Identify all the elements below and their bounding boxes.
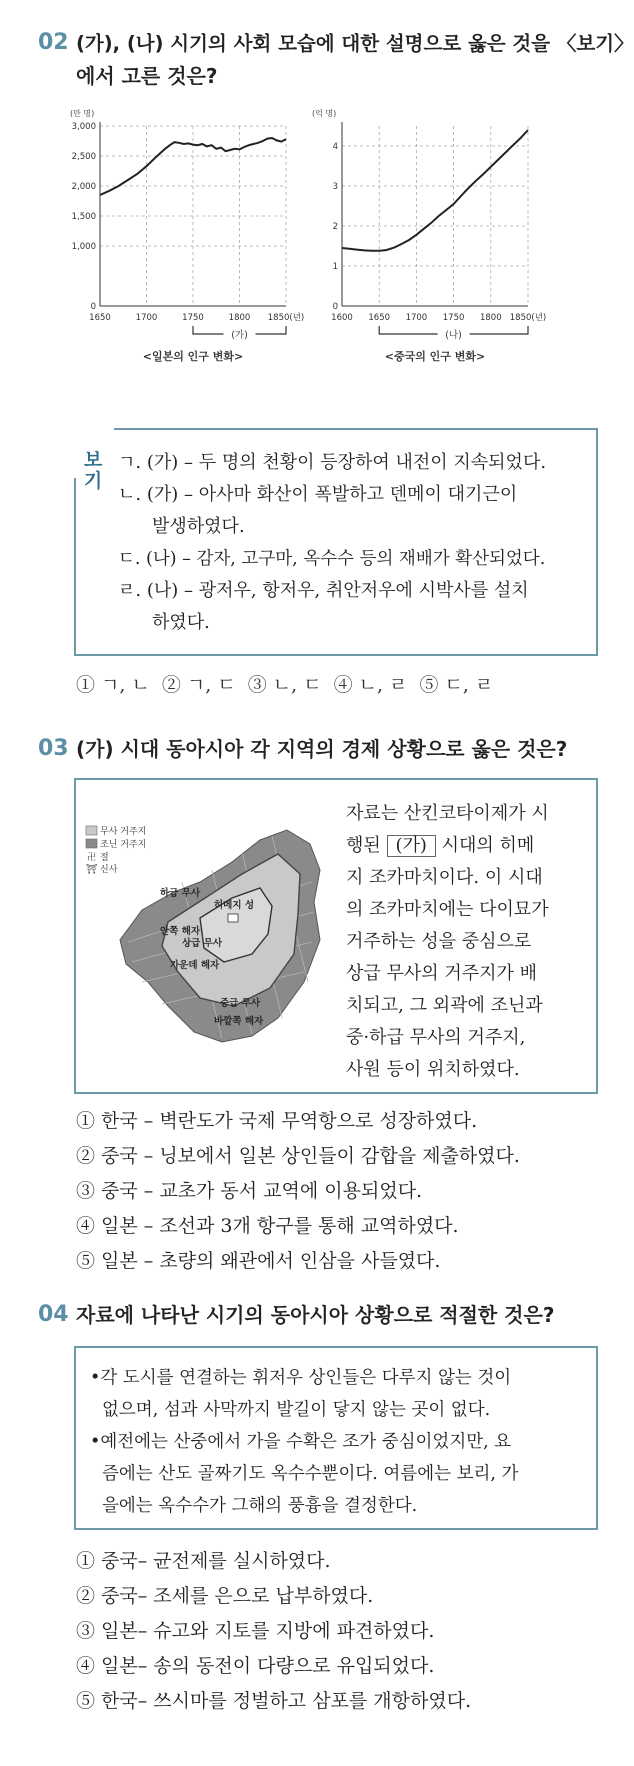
- q04-bullet-2-line-3: 을에는 옥수수가 그해의 풍흉을 결정한다.: [102, 1496, 418, 1516]
- japan-x-tick-label: 1750: [182, 313, 204, 323]
- bogi-item-a-text: (가) – 두 명의 천황이 등장하여 내전이 지속되었다.: [146, 452, 547, 473]
- q03-para-line-1: 자료는 산킨코타이제가 시: [346, 803, 549, 824]
- q02-option-4[interactable]: ④ ㄴ, ㄹ: [333, 674, 408, 696]
- bogi-box: [74, 428, 598, 656]
- bogi-label-2: 기: [83, 470, 103, 492]
- q04-choice-2[interactable]: ② 중국– 조세를 은으로 납부하였다.: [76, 1585, 374, 1607]
- q03-era-blank-box: (가): [387, 835, 436, 857]
- china-population-svg: [312, 109, 607, 408]
- legend-samurai-swatch: [86, 826, 97, 835]
- china-y-unit: (억 명): [312, 109, 337, 118]
- q03-para-line-2-after: 시대의 히메: [435, 835, 535, 856]
- question-02-line2: 에서 고른 것은?: [76, 64, 218, 88]
- map-label-inner-moat: 안쪽 해자: [160, 926, 201, 937]
- q03-paragraph: [346, 798, 590, 1086]
- q04-source-box: [74, 1346, 598, 1530]
- japan-y-tick-label: 1,500: [71, 212, 96, 222]
- q03-para-line-9: 사원 등이 위치하였다.: [346, 1059, 520, 1080]
- castle-icon: [228, 914, 238, 922]
- china-period-label: (나): [445, 330, 462, 341]
- japan-x-tick-label: 1800: [228, 313, 251, 323]
- bogi-item-b-marker: ㄴ.: [118, 484, 142, 505]
- bogi-item-b: [118, 480, 588, 510]
- map-label-middle-samurai: 중급 무사: [220, 998, 261, 1009]
- china-x-tick-label: 1850(년): [509, 313, 547, 323]
- q03-para-line-4: 의 조카마치에는 다이묘가: [346, 899, 549, 920]
- bogi-item-d-text: (나) – 광저우, 항저우, 취안저우에 시박사를 설치: [146, 580, 529, 601]
- china-population-chart: [312, 109, 607, 408]
- japan-x-tick-label: 1850(년): [267, 313, 305, 323]
- bogi-item-a: [118, 448, 588, 478]
- japan-x-tick-label: 1700: [135, 313, 158, 323]
- q02-option-1[interactable]: ① ㄱ, ㄴ: [76, 674, 150, 696]
- china-x-tick-label: 1800: [479, 313, 502, 323]
- legend-chonin-label: 조닌 거주지: [100, 840, 147, 850]
- q03-para-line-7: 치되고, 그 외곽에 조닌과: [346, 995, 543, 1016]
- bogi-item-a-marker: ㄱ.: [118, 452, 142, 473]
- bogi-item-c-text: (나) – 감자, 고구마, 옥수수 등의 재배가 확산되었다.: [146, 549, 546, 569]
- q03-choice-5[interactable]: ⑤ 일본 – 초량의 왜관에서 인삼을 사들였다.: [76, 1250, 441, 1272]
- q04-bullet-1-line-1: •각 도시를 연결하는 휘저우 상인들은 다루지 않는 것이: [90, 1368, 512, 1388]
- q03-para-line-5: 거주하는 성을 중심으로: [346, 931, 532, 952]
- bogi-item-b-text: (가) – 아사마 화산이 폭발하고 덴메이 대기근이: [146, 484, 518, 505]
- china-y-tick-label: 4: [332, 142, 338, 152]
- bogi-item-b-cont: 발생하였다.: [152, 516, 245, 537]
- japan-y-tick-label: 2,000: [71, 182, 96, 192]
- q04-choice-5[interactable]: ⑤ 한국– 쓰시마를 정벌하고 삼포를 개항하였다.: [76, 1690, 472, 1712]
- shrine-icon: ⛩: [86, 865, 98, 875]
- bogi-item-d-cont: 하였다.: [152, 612, 210, 633]
- q04-choice-3[interactable]: ③ 일본– 슈고와 지토를 지방에 파견하였다.: [76, 1620, 435, 1642]
- temple-icon: 卍: [87, 853, 97, 863]
- q02-option-5[interactable]: ⑤ ㄷ, ㄹ: [419, 674, 494, 696]
- question-02-line1: (가), (나) 시기의 사회 모습에 대한 설명으로 옳은 것을 〈보기〉: [76, 32, 634, 55]
- q03-choice-1[interactable]: ① 한국 – 벽란도가 국제 무역항으로 성장하였다.: [76, 1110, 478, 1132]
- japan-y-tick-label: 1,000: [71, 242, 96, 252]
- question-04-text: 자료에 나타난 시기의 동아시아 상황으로 적절한 것은?: [76, 1303, 555, 1327]
- legend-samurai-label: 무사 거주지: [100, 827, 147, 837]
- legend-chonin-swatch: [86, 839, 97, 848]
- q04-bullet-1-line-2: 없으며, 섬과 사막까지 발길이 닿지 않는 곳이 없다.: [102, 1400, 491, 1420]
- q03-choice-4[interactable]: ④ 일본 – 조선과 3개 항구를 통해 교역하였다.: [76, 1215, 459, 1237]
- question-number-03: 03: [38, 736, 69, 761]
- q02-option-3[interactable]: ③ ㄴ, ㄷ: [247, 674, 322, 696]
- q03-para-line-3: 지 조카마치이다. 이 시대: [346, 867, 543, 888]
- japan-y-unit: (만 명): [70, 109, 95, 118]
- q02-option-2[interactable]: ② ㄱ, ㄷ: [161, 674, 236, 696]
- china-y-tick-label: 3: [332, 182, 338, 192]
- question-number-02: 02: [38, 30, 69, 55]
- japan-period-label: (가): [231, 330, 248, 341]
- china-x-tick-label: 1750: [442, 313, 465, 323]
- question-02-text: [76, 28, 634, 92]
- q04-bullet-2-line-1: •예전에는 산중에서 가을 수확은 조가 중심이었지만, 요: [90, 1432, 512, 1452]
- q03-source-box: [74, 778, 598, 1094]
- map-label-middle-moat: 가운데 해자: [170, 960, 220, 971]
- china-population-line: [342, 130, 528, 251]
- question-03-text: (가) 시대 동아시아 각 지역의 경제 상황으로 옳은 것은?: [76, 737, 568, 761]
- q04-bullet-2-line-2: 즘에는 산도 골짜기도 옥수수뿐이다. 여름에는 보리, 가: [102, 1464, 519, 1484]
- china-x-tick-label: 1650: [368, 313, 391, 323]
- himeji-map-svg: [82, 822, 342, 1062]
- q03-choice-2[interactable]: ② 중국 – 닝보에서 일본 상인들이 감합을 제출하였다.: [76, 1145, 520, 1167]
- map-label-outer-moat: 바깥쪽 해자: [214, 1016, 264, 1027]
- bogi-item-d-marker: ㄹ.: [118, 580, 142, 601]
- china-y-tick-label: 0: [332, 302, 338, 312]
- japan-y-tick-label: 2,500: [71, 152, 96, 162]
- q04-choice-4[interactable]: ④ 일본– 송의 동전이 다량으로 유입되었다.: [76, 1655, 435, 1677]
- bogi-label-1: 보: [83, 449, 103, 471]
- himeji-map: [82, 822, 342, 1062]
- japan-chart-title: <일본의 인구 변화>: [142, 350, 244, 363]
- china-x-tick-label: 1700: [405, 313, 428, 323]
- map-label-himeji-castle: 히메지 성: [214, 900, 255, 911]
- japan-x-tick-label: 1650: [89, 313, 111, 323]
- q03-para-line-2: [346, 830, 590, 862]
- q04-choice-1[interactable]: ① 중국– 균전제를 실시하였다.: [76, 1550, 331, 1572]
- q04-bullet-2: [90, 1426, 590, 1522]
- japan-y-tick-label: 0: [90, 302, 96, 312]
- legend-shrine-label: 신사: [100, 865, 118, 875]
- q03-para-line-8: 중·하급 무사의 거주지,: [346, 1027, 526, 1048]
- china-chart-title: <중국의 인구 변화>: [384, 350, 486, 363]
- china-y-tick-label: 1: [332, 262, 338, 272]
- legend-temple-label: 절: [100, 853, 109, 863]
- q02-options: [76, 670, 499, 697]
- china-x-tick-label: 1600: [331, 313, 353, 323]
- bogi-item-c-marker: ㄷ.: [118, 549, 141, 569]
- q03-choice-3[interactable]: ③ 중국 – 교초가 동서 교역에 이용되었다.: [76, 1180, 423, 1202]
- map-label-lower-samurai: 하급 무사: [160, 888, 201, 899]
- bogi-item-d: [118, 576, 588, 606]
- map-label-upper-samurai: 상급 무사: [182, 938, 223, 949]
- q03-para-line-2-before: 행된: [346, 835, 387, 856]
- question-number-04: 04: [38, 1302, 69, 1327]
- china-y-tick-label: 2: [332, 222, 338, 232]
- bogi-item-c: [118, 544, 594, 574]
- japan-y-tick-label: 3,000: [71, 122, 96, 132]
- bogi-label: [80, 450, 106, 492]
- q04-bullet-1: [90, 1362, 590, 1426]
- q03-para-line-6: 상급 무사의 거주지가 배: [346, 963, 538, 984]
